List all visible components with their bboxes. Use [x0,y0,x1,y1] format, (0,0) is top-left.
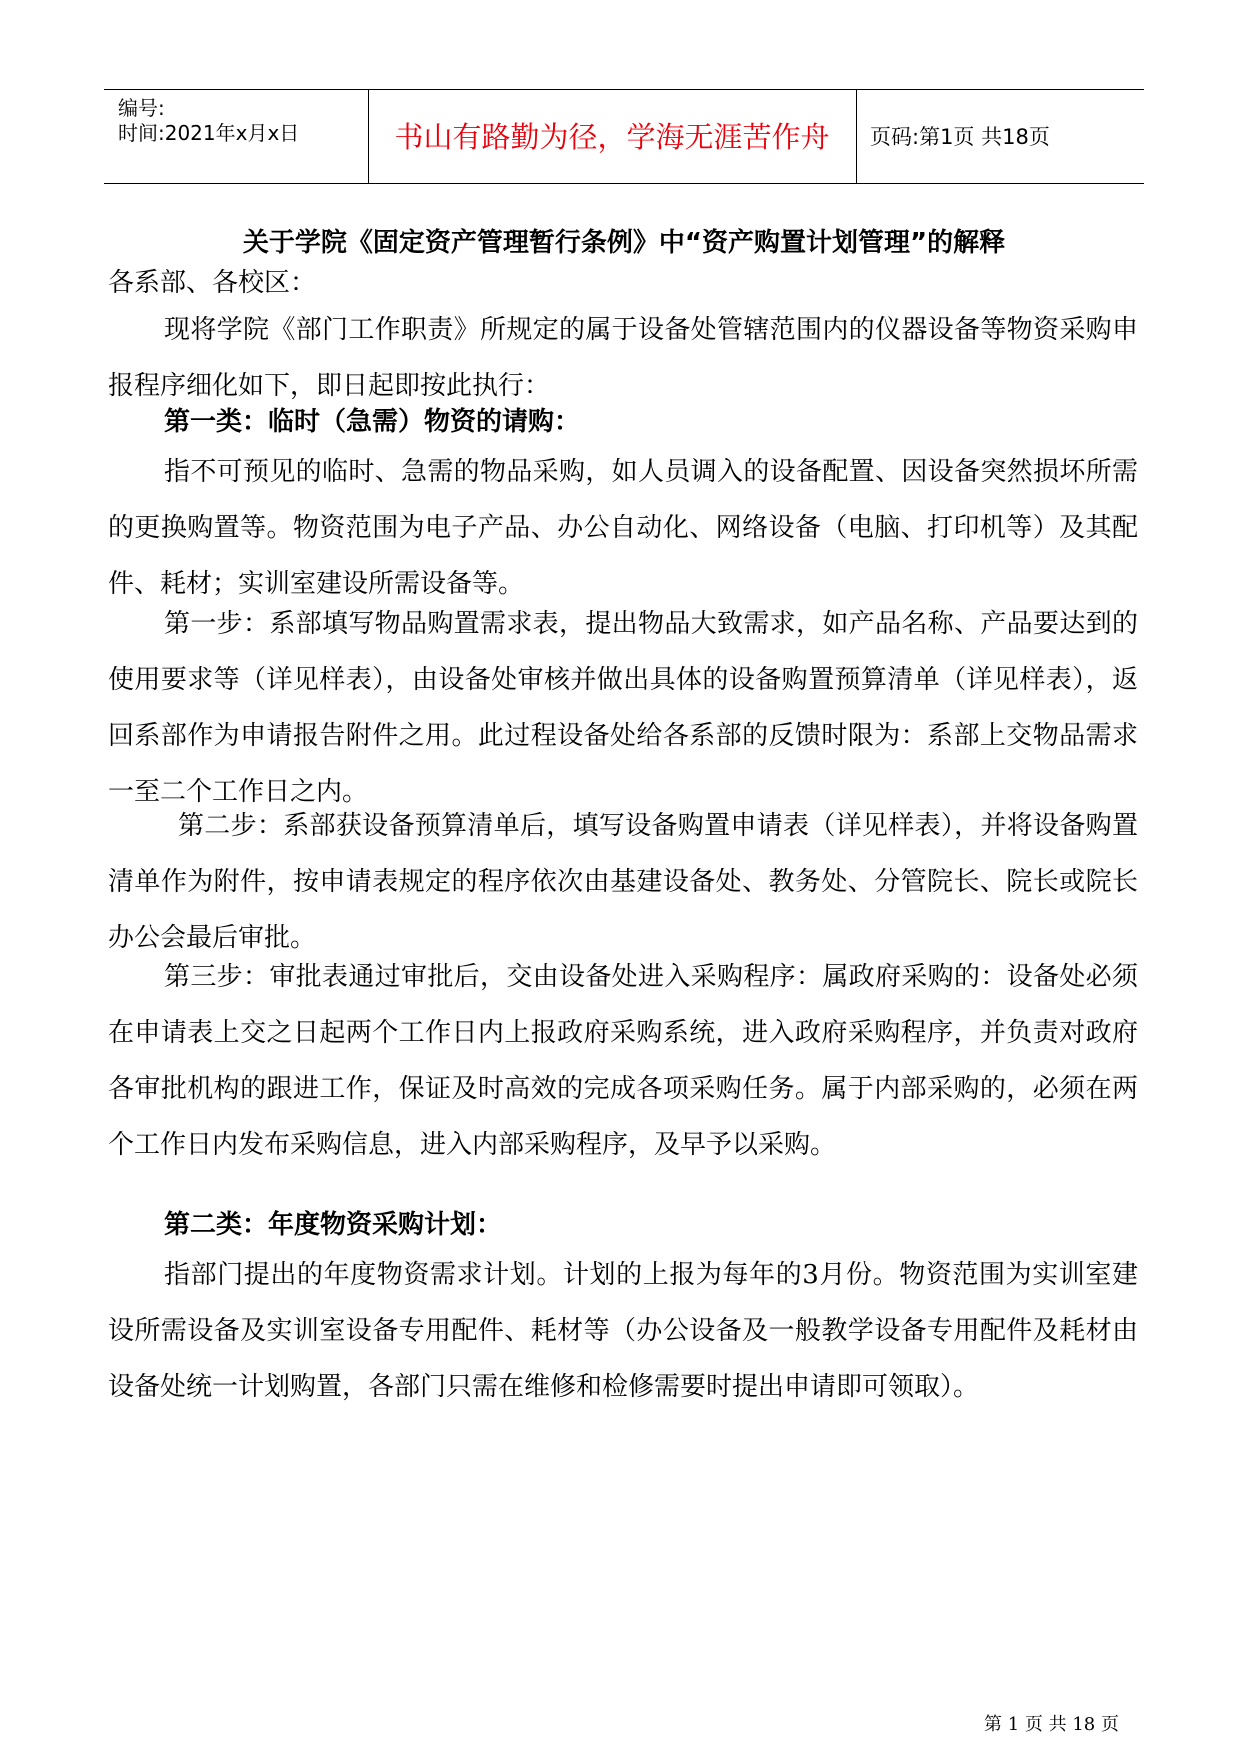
salutation: 各系部、各校区： [108,268,317,298]
category-1-heading: 第一类：临时（急需）物资的请购： [164,407,581,437]
document-header [104,89,1144,184]
document-title: 关于学院《固定资产管理暂行条例》中“资产购置计划管理”的解释 [242,228,1006,258]
step-3-paragraph: 第三步：审批表通过审批后，交由设备处进入采购程序：属政府采购的：设备处必须在申请表上交之日起两个工作日内上报政府采购系统，进入政府采购程序，并负责对政府各审批机构的跟进工作，保证及时高效的完成各项采购任务。属于内部采购的，必须在两个工作日内发布采购信息，进入内部采购程序，及早予以采购。 [108,962,1138,1160]
header-motto: 书山有路勤为径，学海无涯苦作舟 [394,120,830,154]
header-page-cell [856,90,1144,183]
category-2-description: 指部门提出的年度物资需求计划。计划的上报为每年的3月份。物资范围为实训室建设所需设备及实训室设备专用配件、耗材等（办公设备及一般教学设备专用配件及耗材由设备处统一计划购置，各部门只需在维修和检修需要时提出申请即可领取）。 [108,1260,1138,1402]
header-motto-cell [368,90,857,183]
document-number-label: 编号: [118,96,165,120]
header-page-number: 页码:第1页 共18页 [870,125,1050,149]
step-2-paragraph: 第二步：系部获设备预算清单后，填写设备购置申请表（详见样表），并将设备购置清单作为附件，按申请表规定的程序依次由基建设备处、教务处、分管院长、院长或院长办公会最后审批。 [108,811,1138,953]
page-footer: 第 1 页 共 18 页 [984,1714,1119,1735]
category-2-heading: 第二类：年度物资采购计划： [164,1210,503,1240]
header-meta-cell [104,90,369,183]
intro-paragraph: 现将学院《部门工作职责》所规定的属于设备处管辖范围内的仪器设备等物资采购申报程序细化如下，即日起即按此执行： [108,315,1138,401]
step-1-paragraph: 第一步：系部填写物品购置需求表，提出物品大致需求，如产品名称、产品要达到的使用要求等（详见样表），由设备处审核并做出具体的设备购置预算清单（详见样表），返回系部作为申请报告附件之用。此过程设备处给各系部的反馈时限为：系部上交物品需求一至二个工作日之内。 [108,609,1138,807]
category-1-description: 指不可预见的临时、急需的物品采购，如人员调入的设备配置、因设备突然损坏所需的更换购置等。物资范围为电子产品、办公自动化、网络设备（电脑、打印机等）及其配件、耗材；实训室建设所需设备等。 [108,457,1138,599]
document-time-label: 时间:2021年x月x日 [118,121,300,145]
